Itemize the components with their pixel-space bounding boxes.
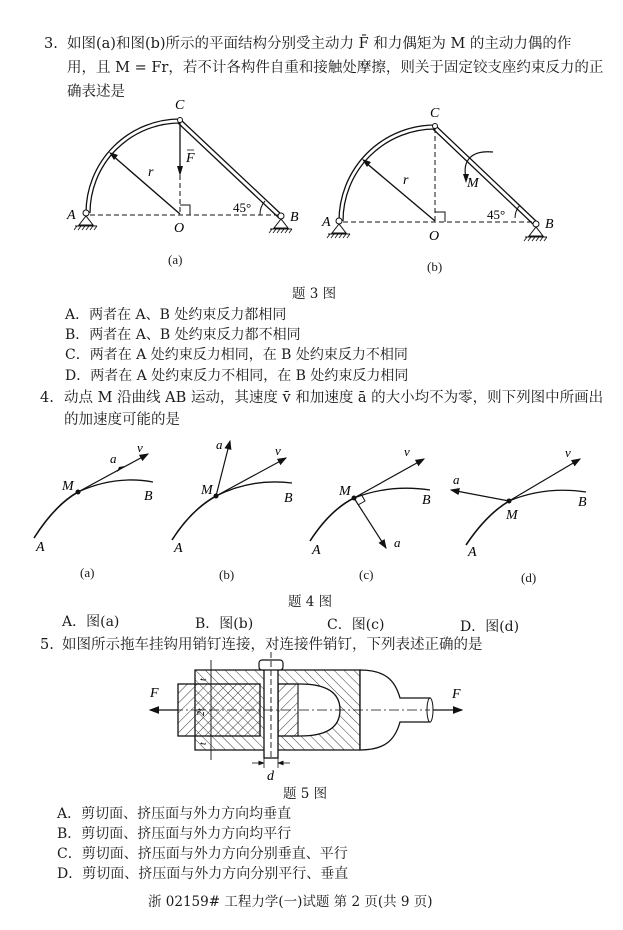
fig3b-caption: (b) [427,259,443,274]
svg-text:M: M [506,508,518,523]
fig3a-label-A: A [67,208,76,223]
svg-text:2t: 2t [196,708,207,716]
q3-option-a: A．两者在 A、B 处约束反力都相同 [65,307,287,323]
q4-number: 4. [40,390,54,406]
fig3a-angle: 45° [233,200,252,215]
q4-text-line1: 动点 M 沿曲线 AB 运动，其速度 v̄ 和加速度 ā 的大小均不为零，则下列图中所画出 [64,390,604,406]
fig4b-caption: (b) [219,567,235,582]
page-footer: 浙 02159# 工程力学(一)试题 第 2 页(共 9 页) [148,894,433,910]
fig3b-label-r: r [403,173,409,188]
q5-text-line1: 如图所示拖车挂钩用销钉连接，对连接件销钉，下列表述正确的是 [62,637,483,653]
q3-option-b: B．两者在 A、B 处约束反力都不相同 [65,327,301,343]
q3-text-line2: 用，且 M = Fr，若不计各构件自重和接触处摩擦，则关于固定铰支座约束反力的正 [67,60,604,76]
svg-text:M: M [201,483,213,498]
svg-text:B: B [422,493,431,508]
svg-text:B: B [144,489,153,504]
q4-text-line2: 的加速度可能的是 [64,412,180,428]
q5-option-c: C．剪切面、挤压面与外力方向分别垂直、平行 [57,846,348,862]
q3-option-d: D．两者在 A 处约束反力不相同，在 B 处约束反力相同 [65,368,409,384]
q4-option-b: B．图(b) [195,616,254,632]
svg-text:v: v [565,445,571,460]
fig4a-caption: (a) [80,565,95,580]
svg-text:t: t [198,678,209,681]
fig5-label-d: d [267,769,274,784]
q5-option-b: B．剪切面、挤压面与外力方向均平行 [57,826,292,842]
svg-text:a: a [216,437,223,452]
fig3a-label-r: r [148,165,154,180]
q5-option-a: A．剪切面、挤压面与外力方向均垂直 [57,806,292,822]
svg-text:a: a [394,535,401,550]
q3-text-line1: 如图(a)和图(b)所示的平面结构分别受主动力 F̄ 和力偶矩为 M 的主动力偶的作 [67,36,572,52]
q3-number: 3. [44,36,58,52]
svg-text:A: A [312,543,321,558]
svg-text:t: t [198,742,209,745]
fig3a-caption: (a) [168,252,183,267]
fig4d-caption: (d) [521,570,537,585]
fig3b-angle: 45° [487,207,506,222]
fig3b-label-C: C [430,106,440,121]
fig5-label-F-left: F [150,686,159,701]
fig3a-label-F: F [186,151,195,166]
svg-text:M: M [339,484,351,499]
fig3a-label-C: C [175,98,185,113]
q3-text-line3: 确表述是 [67,84,125,100]
fig3b-label-O: O [429,229,440,244]
fig3b-label-A: A [322,215,331,230]
svg-text:B: B [284,491,293,506]
fig3-caption: 题 3 图 [292,286,337,302]
svg-text:B: B [578,495,587,510]
svg-text:a: a [453,472,460,487]
svg-text:a: a [110,451,117,466]
svg-text:v: v [404,444,410,459]
fig3b-label-B: B [545,217,554,232]
fig5-label-F-right: F [452,687,461,702]
fig5-caption: 题 5 图 [283,786,328,802]
q5-number: 5. [40,637,54,653]
q4-option-d: D．图(d) [460,619,520,635]
fig3a-label-B: B [290,210,299,225]
fig4-caption: 题 4 图 [288,594,333,610]
svg-text:A: A [36,540,45,555]
svg-text:v: v [137,440,143,455]
fig3b-label-M: M [467,176,479,191]
svg-text:A: A [468,545,477,560]
q3-option-c: C．两者在 A 处约束反力相同，在 B 处约束反力不相同 [65,347,408,363]
q4-option-c: C．图(c) [327,617,385,633]
q5-option-d: D．剪切面、挤压面与外力方向分别平行、垂直 [57,866,349,882]
svg-text:v: v [275,443,281,458]
fig3a-label-O: O [174,221,185,236]
fig4c-caption: (c) [359,567,374,582]
svg-text:M: M [62,479,74,494]
q4-option-a: A．图(a) [62,614,120,630]
svg-text:A: A [174,541,183,556]
